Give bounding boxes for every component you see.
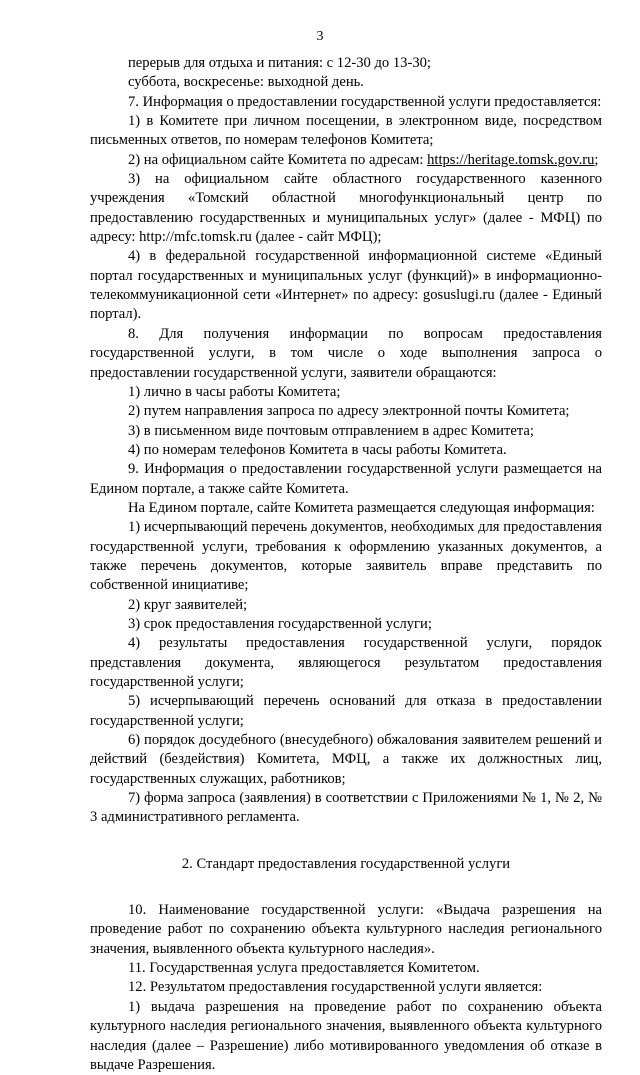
paragraph: 2) круг заявителей; xyxy=(128,596,248,613)
document-body xyxy=(90,54,602,1075)
paragraph: 3) в письменном виде почтовым отправлением в адрес Комитета; xyxy=(128,422,534,439)
paragraph: 1) в Комитете при личном посещении, в электронном виде, посредством письменных ответов, по номерам телефонов Комитета; xyxy=(90,113,602,149)
page-number: 3 xyxy=(316,29,324,44)
paragraph: 1) исчерпывающий перечень документов, необходимых для предоставления государственной услуги, требования к оформлению указанных документов, а также перечень документов, которые заявитель вправе представить по собственной инициативе; xyxy=(90,519,602,594)
link-suffix: ; xyxy=(594,151,599,168)
section-heading: 2. Стандарт предоставления государственной услуги xyxy=(181,855,511,872)
paragraph: 7) форма запроса (заявления) в соответствии с Приложениями № 1, № 2, № 3 административного регламента. xyxy=(90,790,602,826)
paragraph: суббота, воскресенье: выходной день. xyxy=(128,74,364,91)
paragraph: 6) порядок досудебного (внесудебного) обжалования заявителем решений и действий (бездействия) Комитета, МФЦ, а также их должностных лиц, государственных служащих, работников; xyxy=(90,732,602,787)
paragraph: 10. Наименование государственной услуги: «Выдача разрешения на проведение работ по сохранению объекта культурного наследия регионального значения, выявленного объекта культурного наследия». xyxy=(90,902,602,957)
paragraph: 7. Информация о предоставлении государственной услуги предоставляется: xyxy=(128,93,602,110)
paragraph: 9. Информация о предоставлении государственной услуги размещается на Едином портале, а также сайте Комитета. xyxy=(90,461,602,497)
paragraph: 12. Результатом предоставления государственной услуги является: xyxy=(128,979,543,996)
paragraph: 3) срок предоставления государственной услуги; xyxy=(128,615,432,632)
paragraph: 11. Государственная услуга предоставляется Комитетом. xyxy=(128,960,480,977)
paragraph-text: 2) на официальном сайте Комитета по адресам: xyxy=(128,151,424,168)
paragraph: 1) выдача разрешения на проведение работ по сохранению объекта культурного наследия регионального значения, выявленного объекта культурного наследия (далее – Разрешение) либо мотивированного уведомления об отказе в выдаче Разрешения. xyxy=(90,998,602,1073)
paragraph: 4) по номерам телефонов Комитета в часы работы Комитета. xyxy=(128,441,507,458)
paragraph: 8. Для получения информации по вопросам предоставления государственной услуги, в том числе о ходе выполнения запроса о предоставлении государственной услуги, заявители обращаются: xyxy=(90,325,602,381)
paragraph: 4) в федеральной государственной информационной системе «Единый портал государственных и муниципальных услуг (функций)» в информационно-телекоммуникационной сети «Интернет» по адресу: gosuslugi.ru (далее - Единый портал). xyxy=(90,248,602,323)
paragraph: 2) путем направления запроса по адресу электронной почты Комитета; xyxy=(128,403,570,420)
paragraph: 5) исчерпывающий перечень оснований для отказа в предоставлении государственной услуги; xyxy=(90,693,602,729)
heritage-site-link[interactable]: https://heritage.tomsk.gov.ru xyxy=(427,151,595,168)
paragraph-with-link xyxy=(90,151,602,170)
paragraph: 4) результаты предоставления государственной услуги, порядок представления документа, являющегося результатом предоставления государственной услуги; xyxy=(90,635,602,690)
paragraph: 1) лично в часы работы Комитета; xyxy=(128,383,341,400)
paragraph: 3) на официальном сайте областного государственного казенного учреждения «Томский областной многофункциональный центр по предоставлению государственных и муниципальных услуг» (далее - МФЦ) по адресу: http://mfc.tomsk.ru (далее - сайт МФЦ); xyxy=(90,171,602,246)
paragraph: На Едином портале, сайте Комитета размещается следующая информация: xyxy=(128,499,595,516)
paragraph: перерыв для отдыха и питания: с 12-30 до 13-30; xyxy=(128,55,431,71)
